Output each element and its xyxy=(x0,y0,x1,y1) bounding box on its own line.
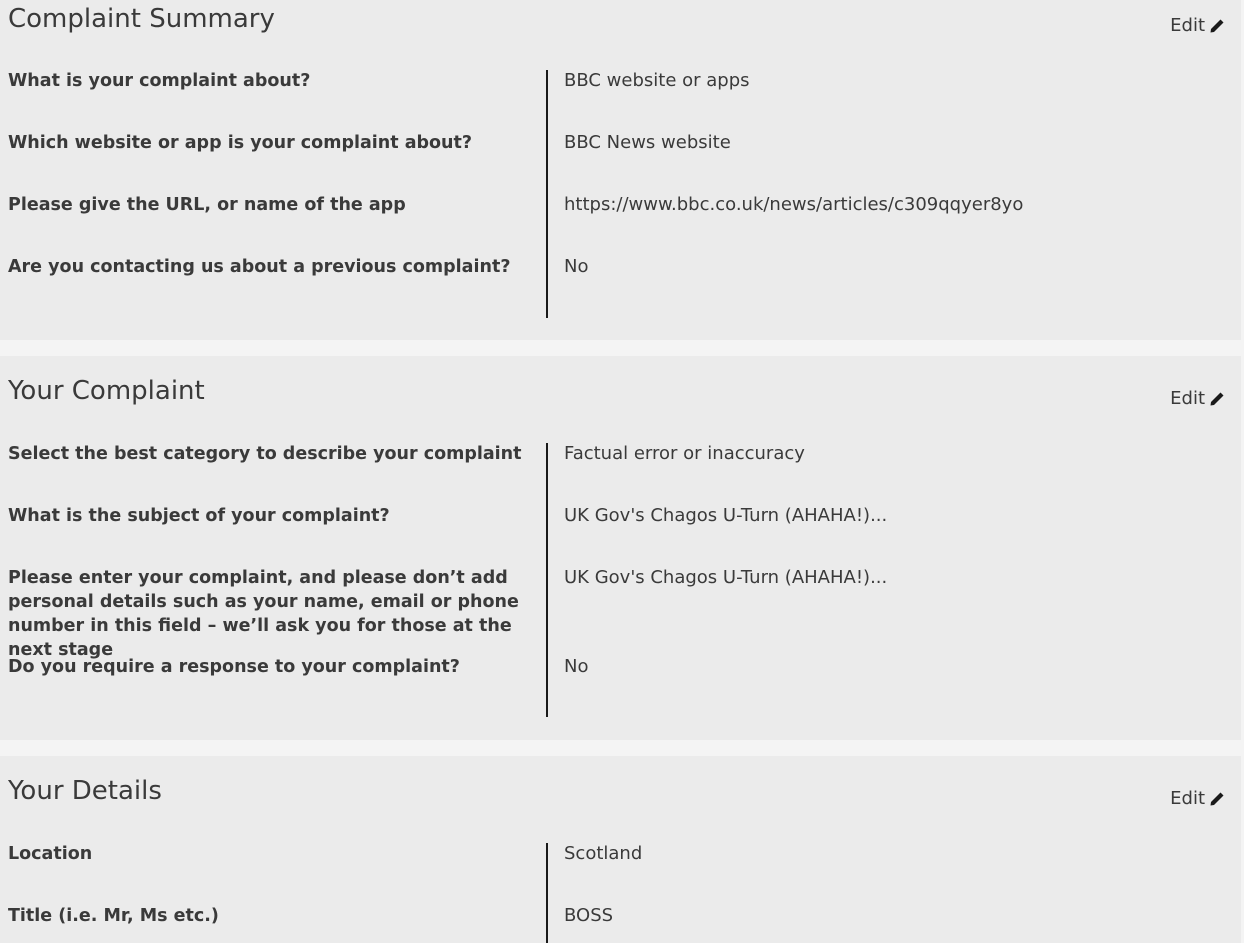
section-title: Your Complaint xyxy=(8,376,205,406)
row-label: Please give the URL, or name of the app xyxy=(8,195,406,215)
row-value: Scotland xyxy=(564,843,643,864)
column-divider xyxy=(546,70,548,318)
row-label: Which website or app is your complaint about? xyxy=(8,133,473,153)
section-complaint-summary xyxy=(0,0,1241,340)
row-value: BBC News website xyxy=(564,132,731,153)
row-label: What is your complaint about? xyxy=(8,71,311,91)
edit-your-complaint-button[interactable] xyxy=(1170,388,1225,409)
section-your-complaint xyxy=(0,356,1241,740)
pencil-icon xyxy=(1209,391,1225,407)
section-your-details xyxy=(0,756,1241,943)
row-value: No xyxy=(564,656,589,677)
edit-label: Edit xyxy=(1170,388,1205,409)
edit-your-details-button[interactable] xyxy=(1170,788,1225,809)
section-title: Your Details xyxy=(8,776,162,806)
edit-label: Edit xyxy=(1170,788,1205,809)
row-value: https://www.bbc.co.uk/news/articles/c309qqyer8yo xyxy=(564,194,1024,215)
row-label: Are you contacting us about a previous complaint? xyxy=(8,257,511,277)
row-value: No xyxy=(564,256,589,277)
pencil-icon xyxy=(1209,791,1225,807)
row-value: Factual error or inaccuracy xyxy=(564,443,805,464)
column-divider xyxy=(546,443,548,717)
row-label: Do you require a response to your complaint? xyxy=(8,657,460,677)
row-label: Please enter your complaint, and please don’t add personal details such as your name, email or phone number in this field – we’ll ask you for those at the next stage xyxy=(8,568,519,660)
row-value: BOSS xyxy=(564,905,614,926)
edit-label: Edit xyxy=(1170,15,1205,36)
section-title: Complaint Summary xyxy=(8,4,275,34)
row-value: BBC website or apps xyxy=(564,70,750,91)
row-label: Title (i.e. Mr, Ms etc.) xyxy=(8,906,219,926)
row-label: Location xyxy=(8,844,93,864)
pencil-icon xyxy=(1209,18,1225,34)
row-label: Select the best category to describe your complaint xyxy=(8,444,522,464)
column-divider xyxy=(546,843,548,943)
edit-complaint-summary-button[interactable] xyxy=(1170,15,1225,36)
row-label: What is the subject of your complaint? xyxy=(8,506,390,526)
row-value: UK Gov's Chagos U-Turn (AHAHA!)... xyxy=(564,567,888,588)
row-value: UK Gov's Chagos U-Turn (AHAHA!)... xyxy=(564,505,888,526)
